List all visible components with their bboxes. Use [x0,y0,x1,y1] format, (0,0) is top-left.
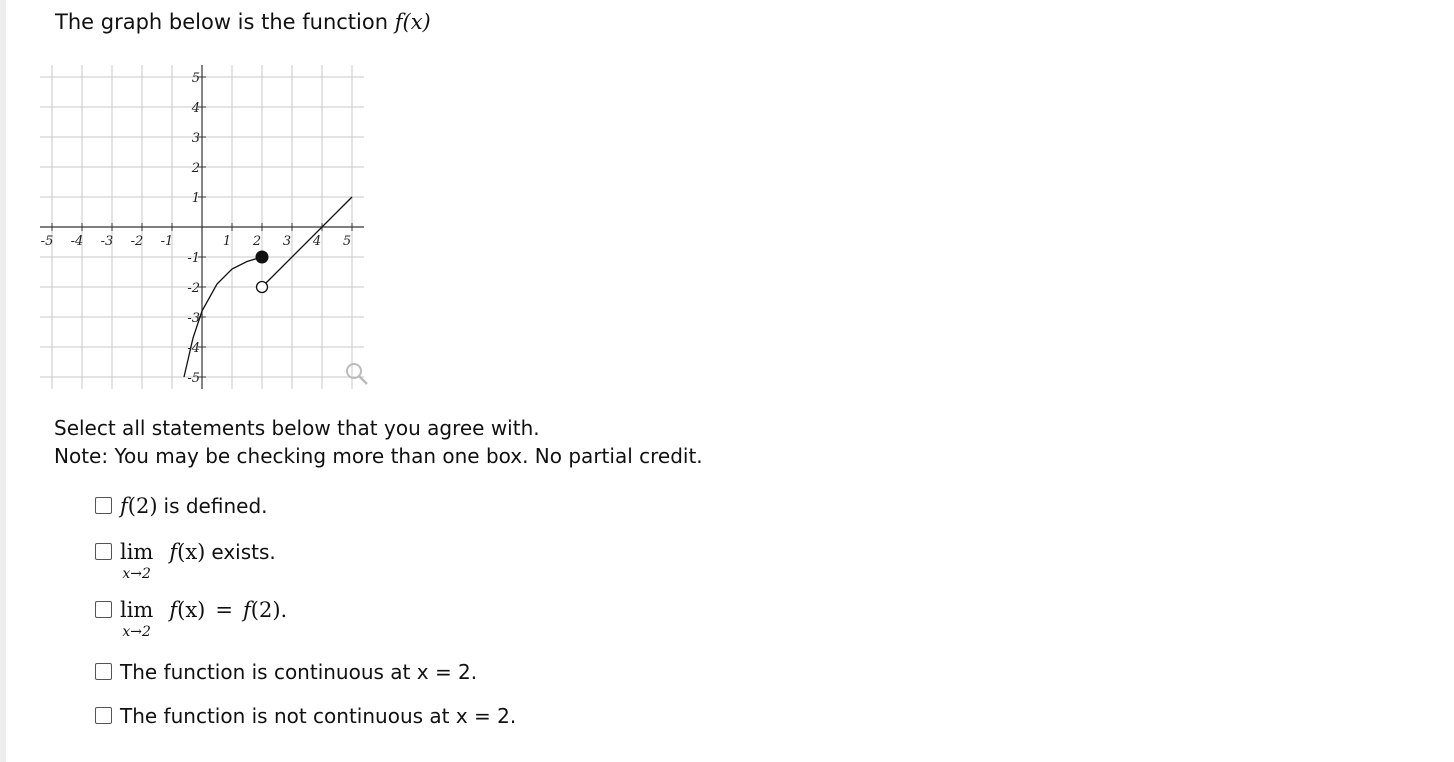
limit-notation: lim x→2 [120,598,154,640]
x-tick-label: -1 [160,234,174,249]
option5-text: The function is not continuous at x = 2. [120,704,517,728]
magnifier-icon[interactable] [344,361,370,387]
graph-svg [40,64,374,394]
x-tick-label: 1 [222,234,232,249]
limit-notation: lim x→2 [120,540,154,582]
option-f2-defined[interactable] [95,494,268,518]
left-border [0,0,6,762]
option3-paren: (x) [177,598,206,622]
x-tick-label: 3 [282,234,292,249]
y-tick-label: -1 [187,251,200,266]
option2-f: f [169,540,178,564]
option1-paren: (2) [127,494,158,518]
option-continuous[interactable] [95,660,477,684]
y-tick-label: 5 [191,71,200,86]
checkbox-limit-equals-f2[interactable] [95,601,112,618]
instructions-line2: Note: You may be checking more than one box. No partial credit. [54,444,703,468]
option2-paren: (x) [177,540,206,564]
checkbox-f2-defined[interactable] [95,497,112,514]
instructions [54,414,703,470]
x-tick-label: 5 [342,234,352,249]
option-not-continuous[interactable] [95,704,516,728]
option2-text: exists. [211,540,276,564]
checkbox-limit-exists[interactable] [95,543,112,560]
option4-text: The function is continuous at x = 2. [120,660,478,684]
y-tick-label: -2 [187,281,200,296]
y-tick-label: -5 [187,371,200,386]
option3-f: f [169,598,178,622]
y-tick-label: 3 [191,131,200,146]
option1-text: is defined. [163,494,268,518]
y-tick-label: 1 [191,191,200,206]
instructions-line1: Select all statements below that you agree with. [54,416,540,440]
function-label: f(x) [394,10,431,34]
question-intro [55,10,431,34]
x-tick-label: 4 [312,234,322,249]
x-tick-label: -4 [70,234,84,249]
x-tick-label: 2 [252,234,262,249]
option3-paren2: (2). [250,598,288,622]
option-limit-equals-f2[interactable] [95,598,287,640]
x-tick-label: -5 [40,234,54,249]
checkbox-not-continuous[interactable] [95,707,112,724]
checkbox-continuous[interactable] [95,663,112,680]
option3-equals: = [215,598,233,622]
option3-f2: f [242,598,251,622]
function-graph [40,64,374,398]
open-point [257,282,268,293]
y-tick-label: -4 [187,341,200,356]
y-tick-label: 4 [191,101,200,116]
option1-f: f [120,494,128,518]
x-tick-label: -3 [100,234,114,249]
option-limit-exists[interactable] [95,540,276,582]
intro-text: The graph below is the function [55,10,389,34]
closed-point [256,251,268,263]
x-tick-label: -2 [130,234,144,249]
y-tick-label: -3 [187,311,200,326]
y-tick-label: 2 [191,161,200,176]
function-line-right [262,197,352,287]
